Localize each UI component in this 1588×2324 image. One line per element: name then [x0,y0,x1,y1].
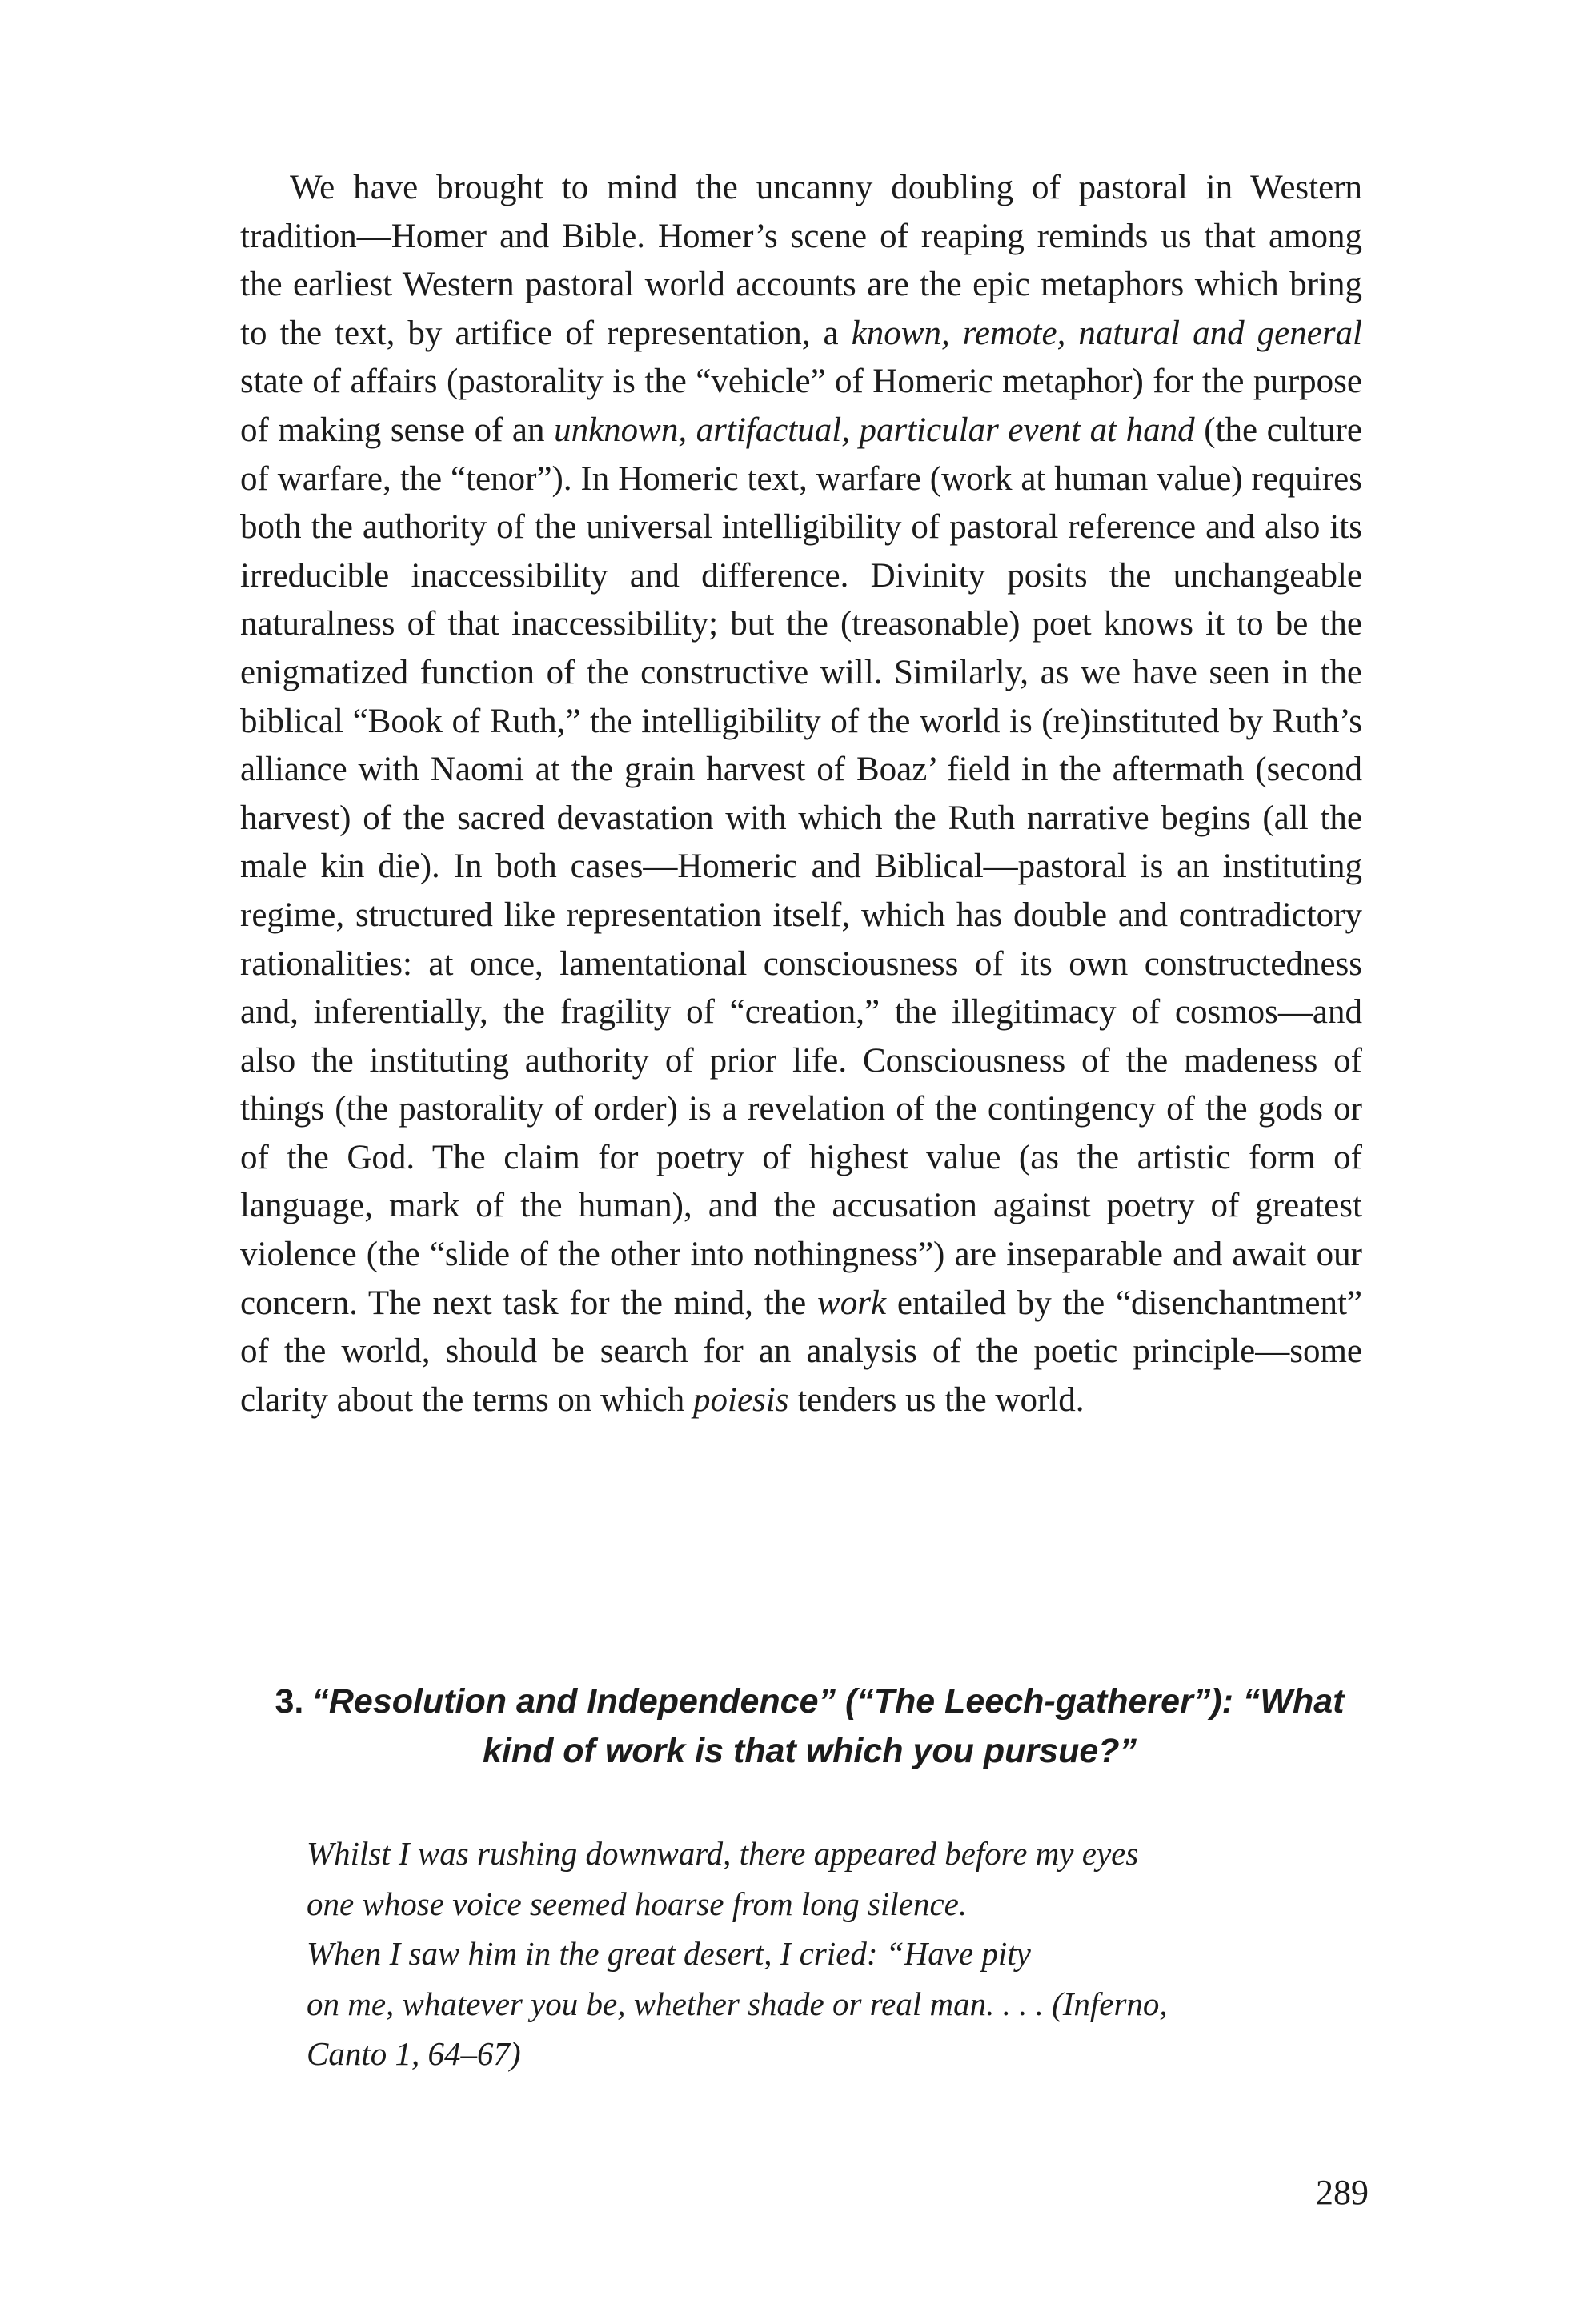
epigraph-line: Whilst I was rushing downward, there appeared before my eyes [307,1835,1139,1872]
epigraph [307,1829,1371,2079]
body-paragraph: We have brought to mind the uncanny doubling of pastoral in Western tradition—Homer and Bible. Homer’s scene of reaping reminds us that among the earliest Western pastoral world accounts are the epic metaphors which bring to the text, by artifice of representation, a known, remote, natural and general state of affairs (pastorality is the “vehicle” of Homeric metaphor) for the purpose of making sense of an unknown, artifactual, particular event at hand (the culture of warfare, the “tenor”). In Homeric text, warfare (work at human value) requires both the authority of the universal intelligibility of pastoral reference and also its irreducible inaccessibility and difference. Divinity posits the unchangeable naturalness of that inaccessibility; but the (treasonable) poet knows it to be the enigmatized function of the constructive will. Similarly, as we have seen in the biblical “Book of Ruth,” the intelligibility of the world is (re)instituted by Ruth’s alliance with Naomi at the grain harvest of Boaz’ field in the aftermath (second harvest) of the sacred devastation with which the Ruth narrative begins (all the male kin die). In both cases—Homeric and Biblical—pastoral is an instituting regime, structured like representation itself, which has double and contradictory rationalities: at once, lamentational consciousness of its own constructedness and, inferentially, the fragility of “creation,” the illegitimacy of cosmos—and also the instituting authority of prior life. Consciousness of the madeness of things (the pastorality of order) is a revelation of the contingency of the gods or of the God. The claim for poetry of highest value (as the artistic form of language, mark of the human), and the accusation against poetry of greatest violence (the “slide of the other into nothingness”) are inseparable and await our concern. The next task for the mind, the work entailed by the “disenchantment” of the world, should be search for an analysis of the poetic principle—some clarity about the terms on which poiesis tenders us the world. [240,169,1363,1419]
section-title-line-1: “Resolution and Independence” (“The Leech-gatherer”): “What [311,1682,1345,1721]
emphasis-work: work [817,1284,887,1322]
page-body [240,164,1362,1424]
epigraph-line: Canto 1, 64–67) [307,2035,521,2072]
epigraph-line: When I saw him in the great desert, I cried: “Have pity [307,1935,1031,1972]
emphasis-unknown-artifactual: unknown, artifactual, particular event at hand [554,411,1195,449]
emphasis-poiesis: poiesis [693,1380,789,1419]
epigraph-line: one whose voice seemed hoarse from long silence. [307,1885,968,1922]
section-heading [251,1677,1368,1776]
page-number: 289 [1316,2173,1369,2212]
epigraph-line: on me, whatever you be, whether shade or real man. . . . (Inferno, [307,1985,1168,2022]
emphasis-known-remote: known, remote, natural and general [851,314,1363,352]
section-number: 3. [275,1682,304,1721]
section-title-line-2: kind of work is that which you pursue?” [482,1732,1137,1770]
